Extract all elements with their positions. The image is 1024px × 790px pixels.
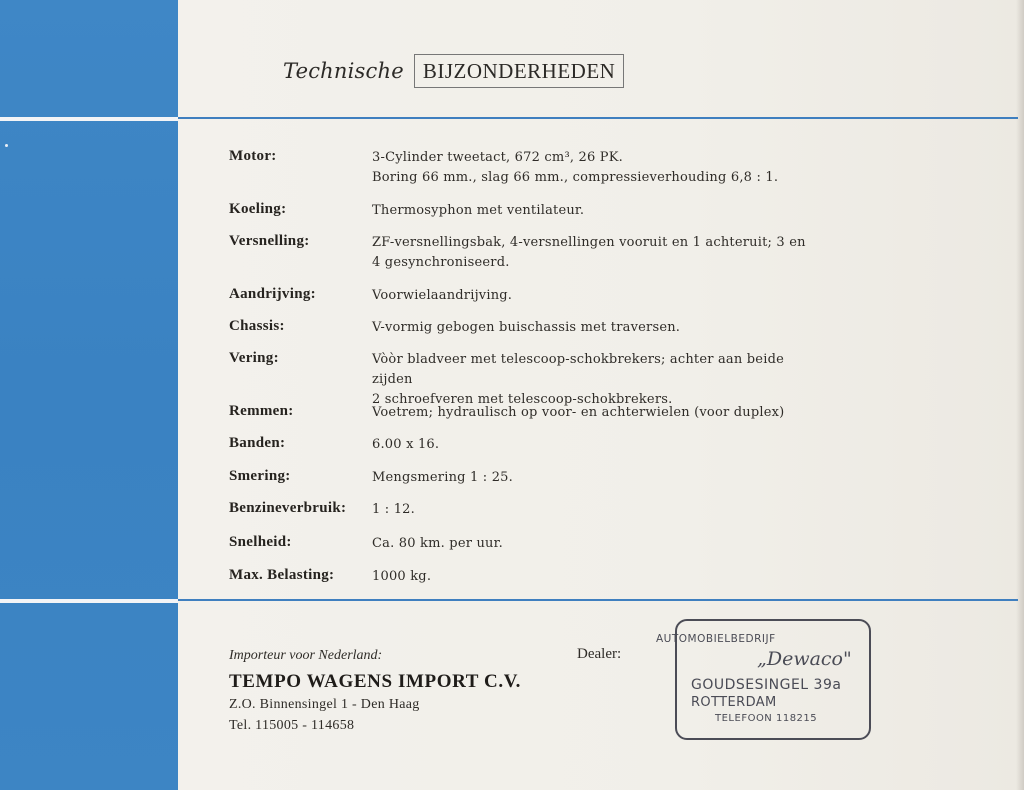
spec-label: Vering: (229, 350, 279, 366)
panel-divider-bottom (0, 599, 178, 603)
panel-divider-top (0, 117, 178, 121)
spec-value-line: Voetrem; hydraulisch op voor- en achterwielen (voor duplex) (372, 405, 785, 420)
stamp-company-name: „Dewaco" (757, 648, 852, 670)
spec-label: Max. Belasting: (229, 567, 335, 583)
spec-value (372, 201, 812, 221)
spec-value (372, 233, 812, 273)
stamp-phone: TELEFOON 118215 (715, 713, 818, 724)
dealer-stamp (656, 619, 871, 740)
spec-value-line: ZF-versnellingsbak, 4-versnellingen vooruit en 1 achteruit; 3 en (372, 235, 806, 250)
spec-value (372, 148, 812, 188)
heading-prefix: Technische (283, 59, 404, 83)
page-heading (283, 52, 624, 90)
spec-value-line: Boring 66 mm., slag 66 mm., compressieverhouding 6,8 : 1. (372, 170, 779, 185)
spec-label: Aandrijving: (229, 286, 316, 302)
spec-label: Chassis: (229, 318, 285, 334)
spec-value (372, 468, 812, 488)
spec-value (372, 350, 812, 410)
dealer-label: Dealer: (577, 646, 622, 662)
spec-value-line: 3-Cylinder tweetact, 672 cm³, 26 PK. (372, 150, 623, 165)
stamp-city: ROTTERDAM (691, 695, 777, 710)
spec-label: Remmen: (229, 403, 294, 419)
spec-label: Versnelling: (229, 233, 310, 249)
importer-address: Z.O. Binnensingel 1 - Den Haag (229, 697, 420, 712)
importer-phone: Tel. 115005 - 114658 (229, 718, 355, 733)
header-rule (178, 117, 1018, 119)
spec-value (372, 318, 812, 338)
heading-title: BIJZONDERHEDEN (414, 54, 624, 88)
spec-value-line: Voorwielaandrijving. (372, 288, 513, 303)
spec-value (372, 534, 812, 554)
spec-value-line: 6.00 x 16. (372, 437, 440, 452)
spec-value-line: Ca. 80 km. per uur. (372, 536, 503, 551)
spec-value-line: Vòòr bladveer met telescoop-schokbrekers; achter aan beide zijden (372, 352, 784, 387)
spec-value-line: Mengsmering 1 : 25. (372, 470, 513, 485)
importer-label: Importeur voor Nederland: (229, 648, 383, 663)
spec-value-line: Thermosyphon met ventilateur. (372, 203, 585, 218)
spec-value (372, 567, 812, 587)
spec-value-line: 4 gesynchroniseerd. (372, 255, 510, 270)
spec-label: Benzineverbruik: (229, 500, 347, 516)
blue-side-panel (0, 0, 178, 790)
spec-label: Smering: (229, 468, 291, 484)
spec-value-line: 2 schroefveren met telescoop-schokbrekers. (372, 392, 673, 407)
spec-label: Motor: (229, 148, 277, 164)
spec-label: Snelheid: (229, 534, 292, 550)
stamp-company-type: AUTOMOBIELBEDRIJF (656, 633, 776, 645)
importer-name: TEMPO WAGENS IMPORT C.V. (229, 671, 521, 692)
spec-value-line: V-vormig gebogen buischassis met traversen. (372, 320, 681, 335)
spec-label: Banden: (229, 435, 286, 451)
spec-value-line: 1 : 12. (372, 502, 415, 517)
spec-label: Koeling: (229, 201, 287, 217)
spec-value (372, 500, 812, 520)
footer-rule (178, 599, 1018, 601)
spec-value-line: 1000 kg. (372, 569, 432, 584)
spec-value (372, 435, 812, 455)
spec-value (372, 403, 812, 423)
spec-value (372, 286, 812, 306)
stamp-street: GOUDSESINGEL 39a (691, 677, 842, 693)
panel-speck (5, 144, 8, 147)
